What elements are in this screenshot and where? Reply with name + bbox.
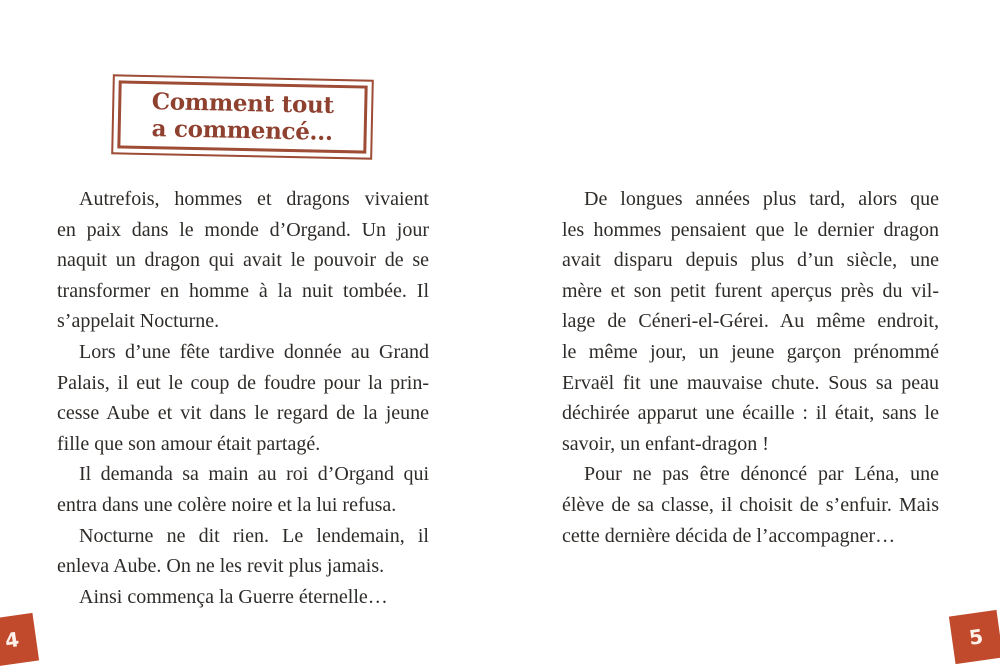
text-line: mère et son petit furent aperçus près du vil-	[562, 279, 939, 302]
text-line: Pour ne pas être dénoncé par Léna, une	[584, 463, 939, 486]
text-line: s’appelait Nocturne.	[57, 310, 220, 333]
chapter-title-line-2: a commencé...	[151, 115, 333, 146]
text-line: Autrefois, hommes et dragons vivaient	[79, 188, 429, 210]
page-number-badge-left	[0, 613, 39, 667]
page-number-badge-right	[949, 610, 1000, 664]
chapter-title-line-1: Comment tout	[151, 88, 335, 119]
text-line: enleva Aube. On ne les revit plus jamais.	[57, 555, 385, 578]
text-line: naquit un dragon qui avait le pouvoir de se	[57, 249, 429, 272]
text-line: Nocturne ne dit rien. Le lendemain, il	[79, 524, 429, 547]
text-line: savoir, un enfant-dragon !	[562, 432, 769, 455]
text-line: avait disparu depuis plus d’un siècle, une	[562, 249, 939, 272]
text-line: cette dernière décida de l’accompagner…	[562, 524, 896, 547]
text-line: fille que son amour était partagé.	[57, 432, 321, 455]
text-line: les hommes pensaient que le dernier dragon	[562, 218, 939, 241]
text-line: élève de sa classe, il choisit de s’enfuir. Mais	[562, 493, 939, 516]
chapter-title-box	[111, 74, 374, 159]
page-left-text-column	[57, 184, 429, 612]
page-right-text-column	[562, 184, 939, 551]
text-line: Ervaël fit une mauvaise chute. Sous sa peau	[562, 371, 939, 394]
page-number-right: 5	[967, 624, 985, 650]
text-line: lage de Céneri-el-Gérei. Au même endroit,	[562, 310, 939, 333]
text-line: cesse Aube et vit dans le regard de la jeune	[57, 402, 429, 425]
text-line: entra dans une colère noire et la lui refusa.	[57, 493, 397, 516]
text-line: Ainsi commença la Guerre éternelle…	[79, 585, 388, 608]
text-line: Lors d’une fête tardive donnée au Grand	[79, 340, 429, 363]
text-line: Palais, il eut le coup de foudre pour la prin-	[57, 371, 429, 394]
text-line: déchirée apparut une écaille : il était, sans le	[562, 402, 939, 425]
text-line: transformer en homme à la nuit tombée. Il	[57, 279, 429, 302]
text-line: De longues années plus tard, alors que	[584, 188, 939, 210]
text-line: Il demanda sa main au roi d’Organd qui	[79, 463, 429, 486]
text-line: en paix dans le monde d’Organd. Un jour	[57, 218, 429, 241]
page-number-left: 4	[3, 627, 21, 653]
chapter-title-inner-frame	[117, 80, 367, 153]
text-line: le même jour, un jeune garçon prénommé	[562, 340, 939, 363]
